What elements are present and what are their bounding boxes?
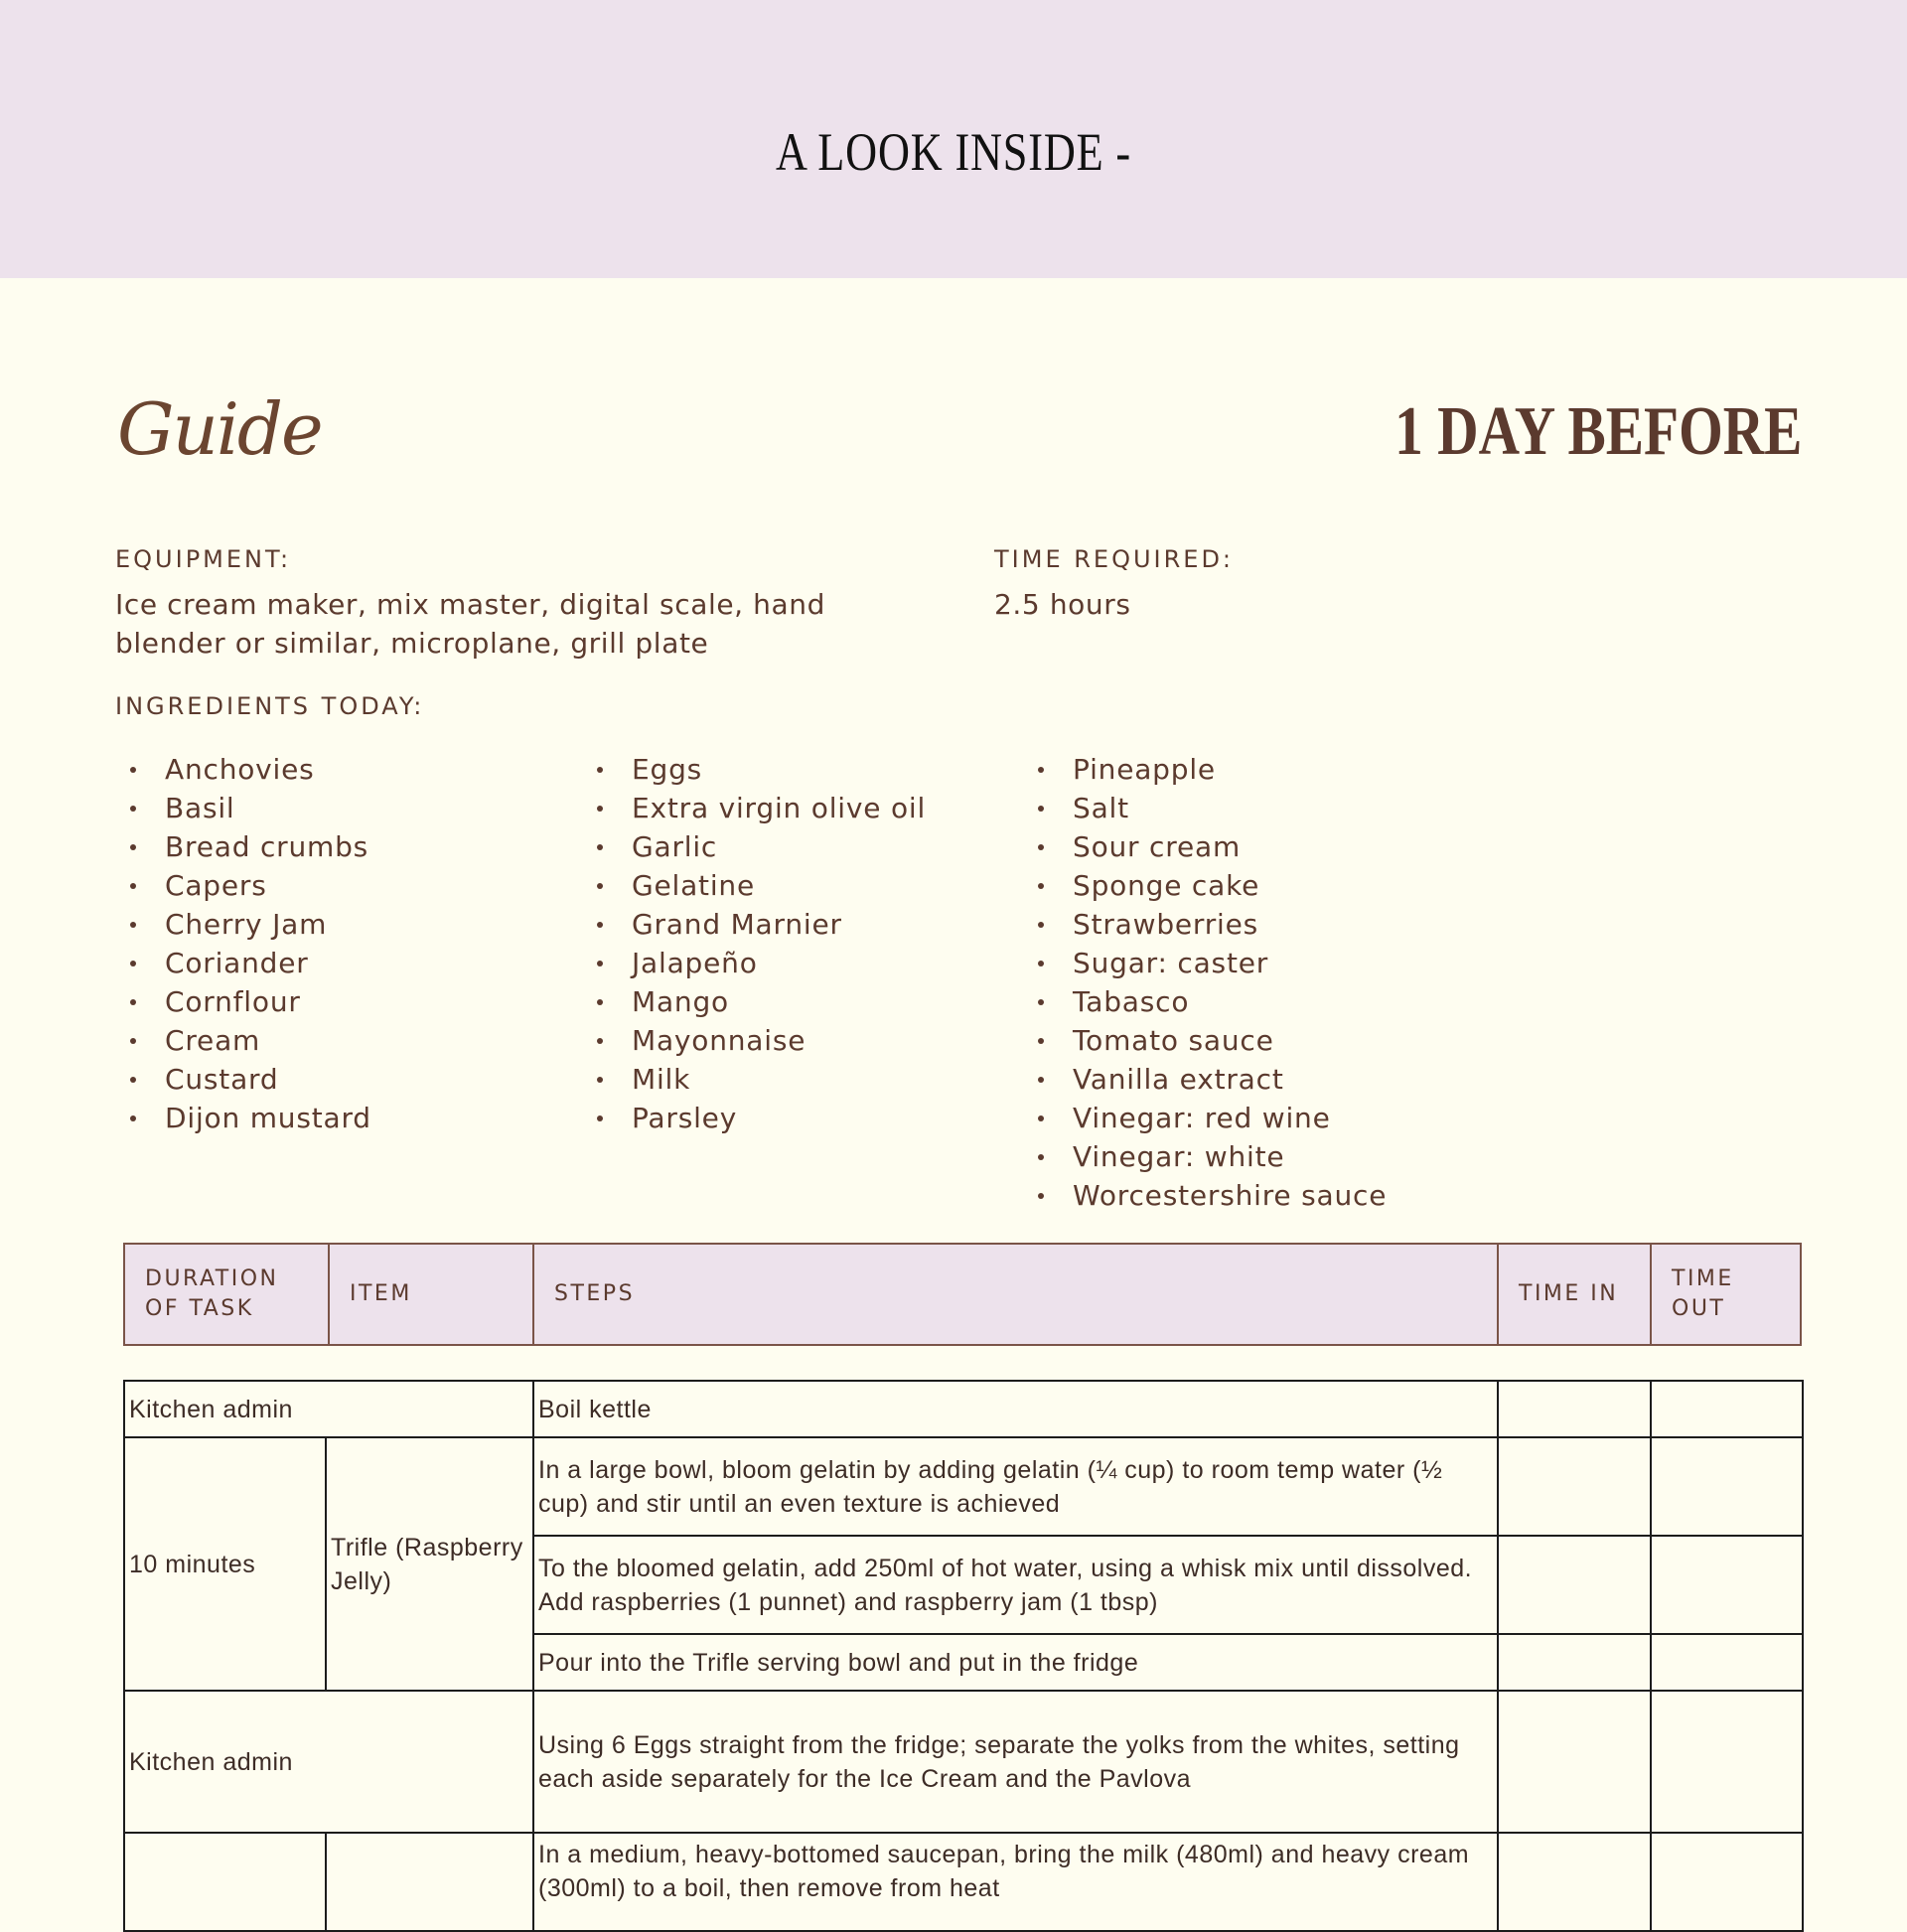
list-item: Cream <box>130 1021 371 1060</box>
table-row <box>124 1437 1803 1536</box>
list-item: Garlic <box>597 827 926 866</box>
step-cell: In a medium, heavy-bottomed saucepan, bring the milk (480ml) and heavy cream (300ml) to a boil, then remove from heat <box>533 1833 1498 1931</box>
header-item: ITEM <box>330 1245 534 1344</box>
list-item: Cornflour <box>130 982 371 1021</box>
list-item: Cherry Jam <box>130 905 371 944</box>
list-item: Mango <box>597 982 926 1021</box>
step-cell: To the bloomed gelatin, add 250ml of hot water, using a whisk mix until dissolved. Add raspberries (1 punnet) and raspberry jam (1 tbsp) <box>533 1536 1498 1634</box>
step-cell: Using 6 Eggs straight from the fridge; separate the yolks from the whites, setting each aside separately for the Ice Cream and the Pavlova <box>533 1691 1498 1833</box>
header-steps: STEPS <box>534 1245 1499 1344</box>
list-item: Extra virgin olive oil <box>597 789 926 827</box>
step-cell: Pour into the Trifle serving bowl and put in the fridge <box>533 1634 1498 1691</box>
task-table-header <box>123 1243 1802 1346</box>
list-item: Salt <box>1038 789 1387 827</box>
duration-cell <box>124 1833 326 1931</box>
list-item: Custard <box>130 1060 371 1099</box>
list-item: Grand Marnier <box>597 905 926 944</box>
time-in-cell[interactable] <box>1498 1833 1651 1931</box>
time-out-cell[interactable] <box>1651 1691 1803 1833</box>
list-item: Jalapeño <box>597 944 926 982</box>
time-in-cell[interactable] <box>1498 1691 1651 1833</box>
list-item: Mayonnaise <box>597 1021 926 1060</box>
list-item: Worcestershire sauce <box>1038 1176 1387 1215</box>
list-item: Coriander <box>130 944 371 982</box>
list-item: Vinegar: red wine <box>1038 1099 1387 1137</box>
time-out-cell[interactable] <box>1651 1381 1803 1437</box>
equipment-text: Ice cream maker, mix master, digital scale, hand blender or similar, microplane, grill plate <box>115 588 825 660</box>
header-duration: DURATION OF TASK <box>125 1245 330 1344</box>
time-out-cell[interactable] <box>1651 1437 1803 1536</box>
ingredients-label: INGREDIENTS TODAY: <box>115 692 425 720</box>
time-out-cell[interactable] <box>1651 1634 1803 1691</box>
time-in-cell[interactable] <box>1498 1536 1651 1634</box>
header-time-in: TIME IN <box>1499 1245 1652 1344</box>
table-row <box>124 1381 1803 1437</box>
guide-heading: Guide <box>117 387 322 471</box>
list-item: Vinegar: white <box>1038 1137 1387 1176</box>
step-cell: Boil kettle <box>533 1381 1498 1437</box>
list-item: Tomato sauce <box>1038 1021 1387 1060</box>
list-item: Tabasco <box>1038 982 1387 1021</box>
list-item: Sour cream <box>1038 827 1387 866</box>
time-out-cell[interactable] <box>1651 1833 1803 1931</box>
day-title: 1 DAY BEFORE <box>1394 393 1802 470</box>
time-in-cell[interactable] <box>1498 1437 1651 1536</box>
top-banner <box>0 0 1907 278</box>
list-item: Sponge cake <box>1038 866 1387 905</box>
table-row <box>124 1833 1803 1931</box>
time-in-cell[interactable] <box>1498 1381 1651 1437</box>
task-cell: Kitchen admin <box>124 1381 533 1437</box>
list-item: Milk <box>597 1060 926 1099</box>
list-item: Pineapple <box>1038 750 1387 789</box>
time-required-label: TIME REQUIRED: <box>994 545 1235 573</box>
task-table <box>123 1380 1804 1932</box>
list-item: Eggs <box>597 750 926 789</box>
header-time-out: TIME OUT <box>1672 1266 1734 1321</box>
banner-title: A LOOK INSIDE - <box>776 122 1131 182</box>
ingredients-list-1 <box>130 750 371 1137</box>
ingredients-list-3 <box>1038 750 1387 1215</box>
list-item: Basil <box>130 789 371 827</box>
time-in-cell[interactable] <box>1498 1634 1651 1691</box>
list-item: Vanilla extract <box>1038 1060 1387 1099</box>
duration-cell: 10 minutes <box>124 1437 326 1691</box>
list-item: Anchovies <box>130 750 371 789</box>
item-cell: Trifle (Raspberry Jelly) <box>326 1437 533 1691</box>
item-cell <box>326 1833 533 1931</box>
list-item: Strawberries <box>1038 905 1387 944</box>
list-item: Bread crumbs <box>130 827 371 866</box>
list-item: Gelatine <box>597 866 926 905</box>
step-cell: In a large bowl, bloom gelatin by adding gelatin (¼ cup) to room temp water (½ cup) and stir until an even texture is achieved <box>533 1437 1498 1536</box>
time-required-value: 2.5 hours <box>994 588 1131 621</box>
equipment-label: EQUIPMENT: <box>115 545 292 573</box>
ingredients-list-2 <box>597 750 926 1137</box>
table-row <box>124 1691 1803 1833</box>
task-cell: Kitchen admin <box>124 1691 533 1833</box>
list-item: Dijon mustard <box>130 1099 371 1137</box>
list-item: Capers <box>130 866 371 905</box>
time-out-cell[interactable] <box>1651 1536 1803 1634</box>
list-item: Parsley <box>597 1099 926 1137</box>
list-item: Sugar: caster <box>1038 944 1387 982</box>
